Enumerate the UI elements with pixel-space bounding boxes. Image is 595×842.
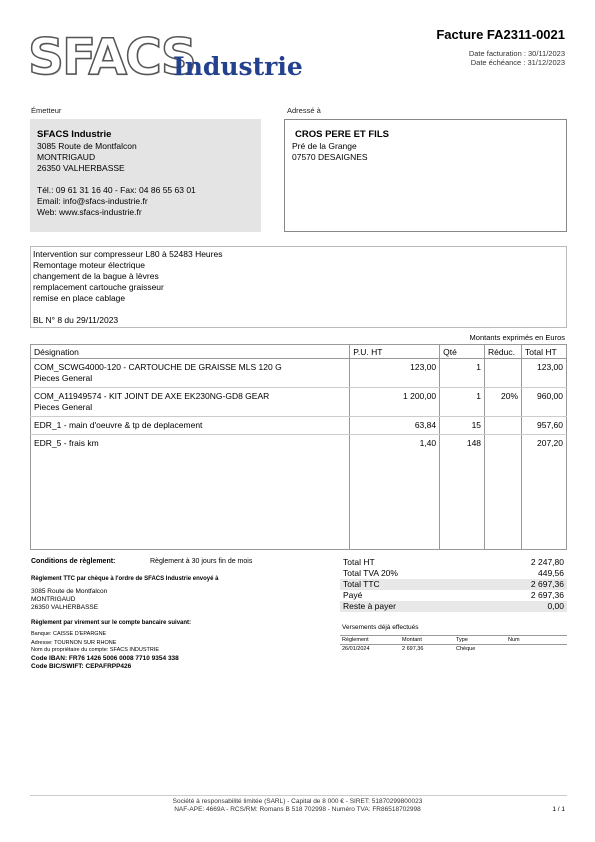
line-designation: EDR_5 - frais km	[31, 435, 350, 550]
sender-web: Web: www.sfacs-industrie.fr	[37, 207, 142, 217]
description-line: changement de la bague à lèvres	[33, 271, 159, 281]
remaining-row	[340, 601, 567, 612]
company-logo-sfacs: SFACS	[28, 28, 195, 86]
total-ttc-value: 2 697,36	[530, 579, 564, 589]
invoice-due-date: Date échéance : 31/12/2023	[470, 58, 565, 67]
line-unit-price: 1,40	[350, 435, 440, 550]
iban-code: Code IBAN: FR76 1426 5006 0008 7710 9354 338	[31, 655, 179, 662]
footer-legal-line2: NAF-APE: 4669A - RCS/RM: Romans B 518 702998 - Numéro TVA: FR86518702998	[174, 806, 421, 813]
total-ht-row	[340, 557, 567, 568]
remaining-value: 0,00	[547, 601, 564, 611]
recipient-name: CROS PERE ET FILS	[295, 129, 389, 140]
line-total: 960,00	[522, 388, 567, 417]
payments-col-type: Type	[456, 637, 468, 643]
line-quantity: 1	[440, 388, 485, 417]
table-row	[31, 359, 567, 388]
description-line	[33, 304, 222, 315]
total-tva-row	[340, 568, 567, 579]
table-header-row	[31, 345, 567, 359]
delivery-note-ref: BL N° 8 du 29/11/2023	[33, 315, 119, 325]
total-tva-value: 449,56	[538, 568, 564, 578]
payments-col-amount: Montant	[402, 637, 422, 643]
line-discount	[485, 435, 522, 550]
page-number: 1 / 1	[552, 806, 565, 813]
cheque-address-line3: 26350 VALHERBASSE	[31, 604, 99, 611]
cheque-instructions: Règlement TTC par chèque à l'ordre de SFACS Industrie envoyé à	[31, 576, 219, 582]
description-line: remplacement cartouche graisseur	[33, 282, 164, 292]
sender-address-line1: 3085 Route de Montfalcon	[37, 141, 137, 151]
bank-name: Banque: CAISSE D'EPARGNE	[31, 631, 107, 637]
payment-num	[506, 645, 567, 654]
description-line: Remontage moteur électrique	[33, 260, 145, 270]
description-line: Intervention sur compresseur L80 à 52483 Heures	[33, 249, 223, 259]
line-designation: EDR_1 - main d'oeuvre & tp de deplacement	[31, 417, 350, 435]
cheque-address-line2: MONTRIGAUD	[31, 596, 76, 603]
table-row	[340, 645, 567, 654]
recipient-label: Adressé à	[287, 106, 321, 115]
company-logo-industrie: Industrie	[173, 52, 303, 81]
line-category: Pieces General	[34, 373, 93, 383]
line-unit-price: 1 200,00	[350, 388, 440, 417]
payments-col-date: Règlement	[342, 637, 369, 643]
footer-divider	[30, 795, 567, 796]
invoice-date: Date facturation : 30/11/2023	[468, 49, 565, 58]
line-discount: 20%	[485, 388, 522, 417]
recipient-box	[284, 119, 567, 232]
invoice-title: Facture FA2311-0021	[436, 27, 565, 42]
sender-address-line3: 26350 VALHERBASSE	[37, 163, 125, 173]
cheque-address-line1: 3085 Route de Montfalcon	[31, 588, 108, 595]
sender-address-line2: MONTRIGAUD	[37, 152, 96, 162]
line-total: 123,00	[522, 359, 567, 388]
footer-legal-line1: Société à responsabilité limitée (SARL) - Capital de 8 000 € - SIRET: 51870299800023	[172, 798, 423, 805]
intervention-description	[30, 246, 567, 328]
total-ttc-label: Total TTC	[343, 579, 380, 589]
line-total: 207,20	[522, 435, 567, 550]
payment-date: 26/01/2024	[342, 646, 370, 652]
col-header-quantity: Qté	[440, 345, 485, 359]
payments-col-num: Num	[508, 637, 520, 643]
total-ht-label: Total HT	[343, 557, 375, 567]
payments-title: Versements déjà effectués	[342, 624, 419, 631]
bank-address: Adresse: TOURNON SUR RHONE	[31, 640, 117, 646]
table-row	[31, 388, 567, 417]
table-row	[31, 417, 567, 435]
line-total: 957,60	[522, 417, 567, 435]
line-quantity: 148	[440, 435, 485, 550]
account-owner: Nom du propriétaire du compte: SFACS INDUSTRIE	[31, 647, 160, 653]
sender-label: Émetteur	[31, 106, 62, 115]
invoice-lines-table	[30, 344, 567, 550]
bic-code: Code BIC/SWIFT: CEPAFRPP426	[31, 663, 132, 670]
col-header-unit-price: P.U. HT	[350, 345, 440, 359]
line-discount	[485, 417, 522, 435]
paid-value: 2 697,36	[530, 590, 564, 600]
sender-name: SFACS Industrie	[37, 129, 112, 140]
remaining-label: Reste à payer	[343, 601, 396, 611]
transfer-instructions: Règlement par virement sur le compte bancaire suivant:	[31, 620, 192, 626]
line-category: Pieces General	[34, 402, 93, 412]
line-designation: COM_SCWG4000-120 - CARTOUCHE DE GRAISSE MLS 120 G	[34, 362, 282, 372]
sender-email: Email: info@sfacs-industrie.fr	[37, 196, 148, 206]
col-header-total: Total HT	[522, 345, 567, 359]
line-designation: COM_A11949574 - KIT JOINT DE AXE EK230NG-GD8 GEAR	[34, 391, 270, 401]
line-unit-price: 123,00	[350, 359, 440, 388]
currency-note: Montants exprimés en Euros	[469, 333, 565, 342]
paid-row	[340, 590, 567, 601]
paid-label: Payé	[343, 590, 363, 600]
line-quantity: 1	[440, 359, 485, 388]
total-ht-value: 2 247,80	[530, 557, 564, 567]
payments-table	[340, 635, 567, 653]
payment-type: Chèque	[456, 646, 476, 652]
payment-terms-value: Règlement à 30 jours fin de mois	[150, 558, 253, 565]
description-line: remise en place cablage	[33, 293, 126, 303]
recipient-address-line1: Pré de la Grange	[292, 141, 357, 151]
payment-amount: 2 697,36	[402, 646, 424, 652]
recipient-address-line2: 07570 DESAIGNES	[292, 152, 368, 162]
sender-box	[30, 119, 261, 232]
payment-terms-label: Conditions de règlement:	[31, 558, 116, 565]
line-quantity: 15	[440, 417, 485, 435]
payments-header-row	[340, 636, 567, 645]
table-row	[31, 435, 567, 550]
total-tva-label: Total TVA 20%	[343, 568, 398, 578]
col-header-discount: Réduc.	[485, 345, 522, 359]
col-header-designation: Désignation	[31, 345, 350, 359]
total-ttc-row	[340, 579, 567, 590]
line-discount	[485, 359, 522, 388]
line-unit-price: 63,84	[350, 417, 440, 435]
sender-phone: Tél.: 09 61 31 16 40 - Fax: 04 86 55 63 01	[37, 185, 196, 195]
